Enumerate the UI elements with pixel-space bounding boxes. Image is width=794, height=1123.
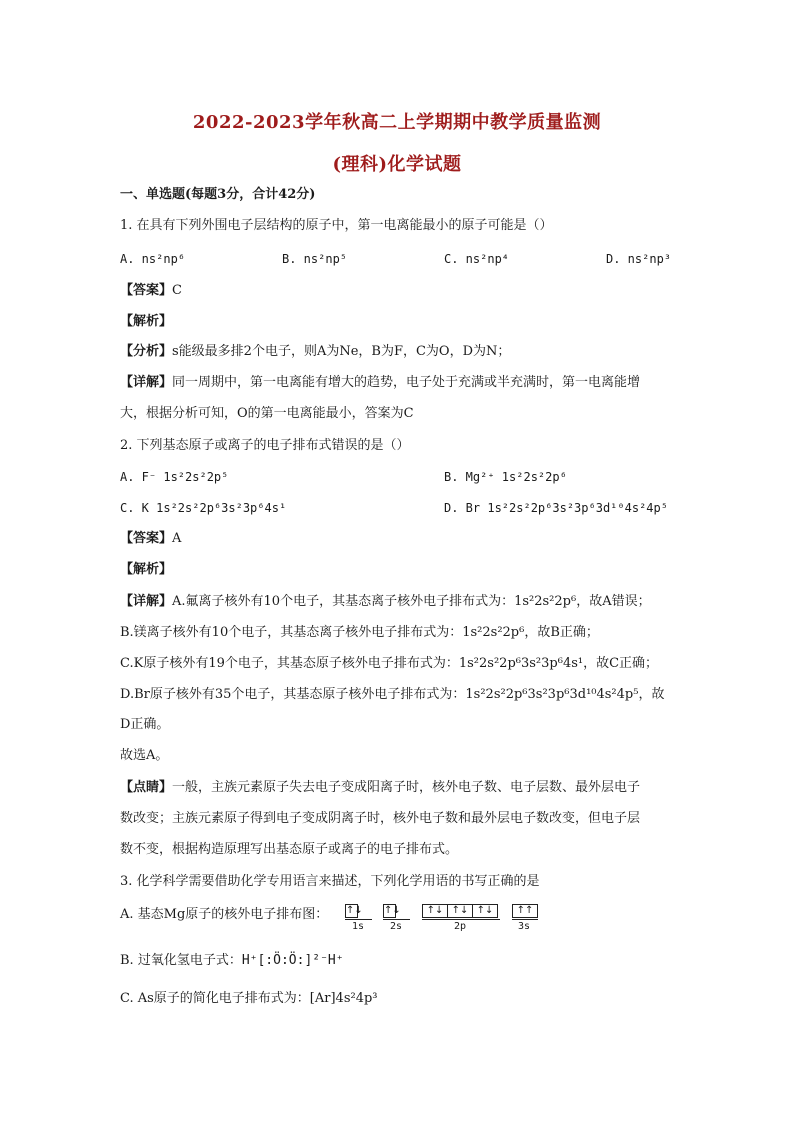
q1-answer: [120, 282, 182, 300]
answer-tag: 【答案】: [120, 283, 173, 298]
q2-dianjing-2: 数改变；主族元素原子得到电子变成阴离子时，核外电子数和最外层电子数改变，但电子层: [120, 811, 641, 826]
answer-value: C: [172, 283, 182, 298]
section-heading: 一、单选题(每题3分，合计42分): [120, 187, 316, 202]
answer-tag: 【答案】: [120, 531, 173, 546]
dianjing-tag: 【点睛】: [120, 780, 173, 795]
orbital-3s: [512, 904, 537, 918]
q2-line-b: B.镁离子核外有10个电子，其基态离子核外电子排布式为：1s²2s²2p⁶，故B正确；: [120, 625, 599, 640]
q2-stem: 2. 下列基态原子或离子的电子排布式错误的是（）: [120, 438, 410, 453]
orbital-box: ↑↓: [346, 905, 363, 916]
q1-xiangjie: [120, 374, 640, 392]
q2-option-d: D. Br 1s²2s²2p⁶3s²3p⁶3d¹⁰4s²4p⁵: [444, 501, 668, 515]
q1-option-d: D. ns²np³: [606, 252, 672, 266]
fenxi-tag: 【分析】: [120, 344, 173, 359]
page-subtitle: (理科)化学试题: [332, 154, 462, 175]
q2-option-c: C. K 1s²2s²2p⁶3s²3p⁶4s¹: [120, 501, 287, 515]
orbital-box: ↑↓: [447, 904, 473, 918]
q3-option-c: C. As原子的简化电子排布式为：[Ar]4s²4p³: [120, 991, 378, 1006]
orbital-box: ↑↓: [422, 904, 448, 918]
q1-option-a: A. ns²np⁶: [120, 252, 186, 266]
q2-line-a: [120, 593, 651, 611]
q1-xiangjie-cont: 大，根据分析可知，O的第一电离能最小，答案为C: [120, 406, 414, 421]
q1-option-c: C. ns²np⁴: [444, 252, 510, 266]
q1-fenxi: [120, 343, 510, 361]
q3-stem: 3. 化学科学需要借助化学专用语言来描述，下列化学用语的书写正确的是: [120, 874, 540, 889]
orbital-box: ↑↑: [512, 904, 538, 918]
q2-answer: [120, 530, 181, 548]
h2o2-electron-formula: H⁺[:Ö:Ö:]²⁻H⁺: [241, 953, 344, 968]
orbital-underline: [383, 919, 410, 920]
orbital-2p: [422, 904, 497, 918]
orbital-label-3s: 3s: [518, 921, 531, 932]
q2-option-b: B. Mg²⁺ 1s²2s²2p⁶: [444, 470, 567, 484]
q2-dianjing: [120, 779, 640, 797]
dianjing-text: 一般，主族元素原子失去电子变成阳离子时，核外电子数、电子层数、最外层电子: [172, 780, 641, 795]
orbital-underline: [345, 919, 372, 920]
q2-conclusion: 故选A。: [120, 748, 169, 763]
orbital-label-2s: 2s: [390, 921, 403, 932]
q2-line-c: C.K原子核外有19个电子，其基态原子核外电子排布式为：1s²2s²2p⁶3s²3p⁶4s¹，故C正确；: [120, 656, 659, 671]
orbital-underline: [512, 919, 538, 920]
q1-option-b: B. ns²np⁵: [282, 252, 348, 266]
orbital-underline: [422, 919, 500, 920]
q2-line-d: D.Br原子核外有35个电子，其基态原子核外电子排布式为：1s²2s²2p⁶3s²3p⁶3d¹⁰4s²4p⁵，故: [120, 687, 665, 702]
orbital-2s: [383, 904, 401, 918]
q2-analysis-tag: 【解析】: [120, 562, 173, 577]
q3-option-a: A. 基态Mg原子的核外电子排布图：: [120, 907, 329, 922]
q2-dianjing-3: 数不变，根据构造原理写出基态原子或离子的电子排布式。: [120, 842, 459, 857]
page-title: 2022-2023学年秋高二上学期期中教学质量监测: [192, 112, 602, 133]
orbital-label-2p: 2p: [454, 921, 467, 932]
q3-option-b: [120, 952, 344, 970]
orbital-box: ↑↓: [472, 904, 498, 918]
q3-option-b-label: B. 过氧化氢电子式：: [120, 953, 242, 968]
orbital-box: ↑↓: [384, 905, 401, 916]
q1-stem: 1. 在具有下列外围电子层结构的原子中，第一电离能最小的原子可能是（）: [120, 218, 553, 233]
xiangjie-text: 同一周期中，第一电离能有增大的趋势，电子处于充满或半充满时，第一电离能增: [172, 375, 641, 390]
orbital-1s: [345, 904, 363, 918]
fenxi-text: s能级最多排2个电子，则A为Ne，B为F，C为O，D为N；: [172, 344, 511, 359]
q2-line-d-cont: D正确。: [120, 717, 170, 732]
orbital-label-1s: 1s: [352, 921, 365, 932]
answer-value: A: [172, 531, 182, 546]
xiangjie-tag: 【详解】: [120, 594, 173, 609]
q2-option-a: A. F⁻ 1s²2s²2p⁵: [120, 470, 229, 484]
xiangjie-tag: 【详解】: [120, 375, 173, 390]
q1-analysis-tag: 【解析】: [120, 314, 173, 329]
q2-line-a-text: A.氟离子核外有10个电子，其基态离子核外电子排布式为：1s²2s²2p⁶，故A错误；: [172, 594, 651, 609]
